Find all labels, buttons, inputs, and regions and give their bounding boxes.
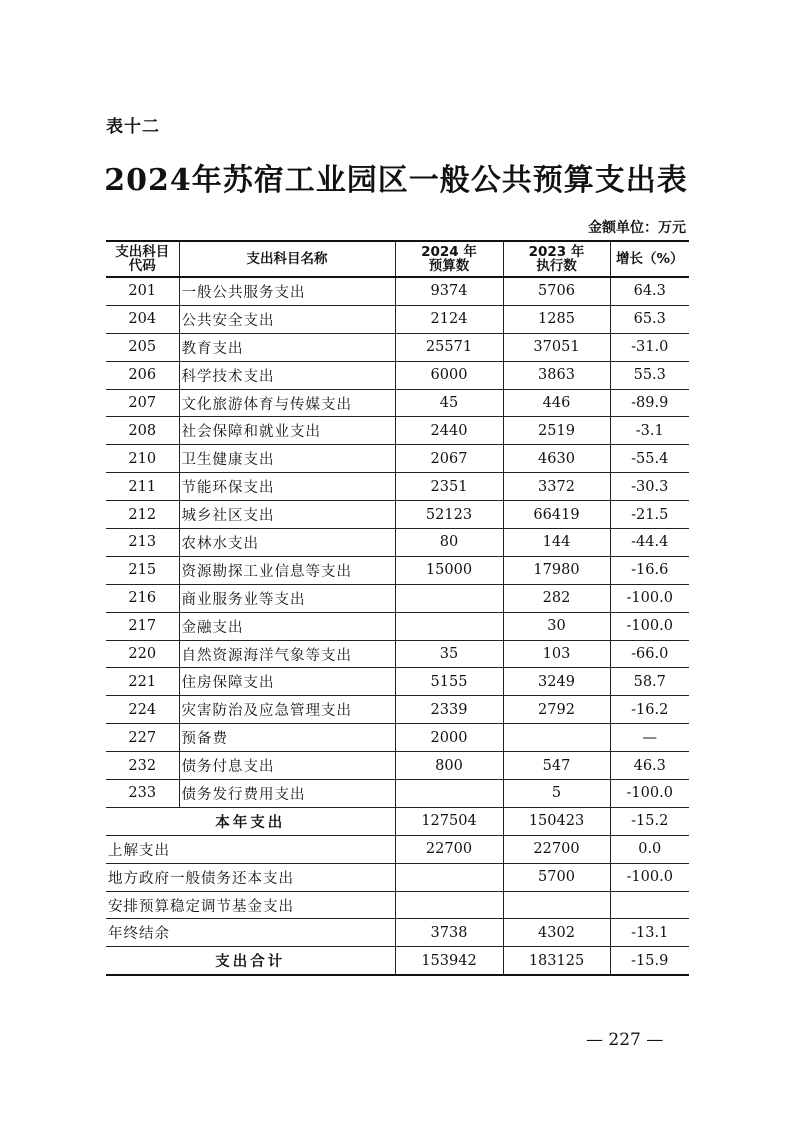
header-growth: 增长（%）	[610, 241, 689, 277]
extra-row-name: 安排预算稳定调节基金支出	[106, 891, 395, 919]
row-actual: 17980	[503, 556, 610, 584]
row-name: 预备费	[179, 724, 395, 752]
header-budget-line1: 2024 年	[421, 244, 477, 260]
row-growth: 58.7	[610, 668, 689, 696]
row-growth: -66.0	[610, 640, 689, 668]
subtotal-label: 本年支出	[106, 807, 395, 835]
page-number: — 227 —	[586, 1030, 664, 1050]
page-title: 2024年苏宿工业园区一般公共预算支出表	[104, 163, 688, 198]
row-code: 224	[106, 696, 179, 724]
header-budget-line2: 预算数	[428, 258, 470, 274]
row-budget: 2067	[395, 445, 503, 473]
row-name: 节能环保支出	[179, 473, 395, 501]
row-code: 211	[106, 473, 179, 501]
row-growth: -21.5	[610, 501, 689, 529]
row-budget: 2124	[395, 305, 503, 333]
row-budget: 25571	[395, 333, 503, 361]
row-actual: 4630	[503, 445, 610, 473]
table-row	[106, 696, 689, 724]
row-budget: 6000	[395, 361, 503, 389]
unit-note: 金额单位：万元	[588, 220, 686, 236]
row-name: 科学技术支出	[179, 361, 395, 389]
extra-row-budget	[395, 863, 503, 891]
extra-row-growth: -100.0	[610, 863, 689, 891]
row-growth: -30.3	[610, 473, 689, 501]
extra-row-name: 年终结余	[106, 919, 395, 947]
row-budget: 15000	[395, 556, 503, 584]
row-code: 220	[106, 640, 179, 668]
row-name: 自然资源海洋气象等支出	[179, 640, 395, 668]
row-actual: 30	[503, 612, 610, 640]
row-code: 233	[106, 780, 179, 808]
table-row	[106, 752, 689, 780]
row-growth: -44.4	[610, 529, 689, 557]
row-budget: 52123	[395, 501, 503, 529]
row-budget	[395, 612, 503, 640]
row-budget: 9374	[395, 277, 503, 305]
row-code: 215	[106, 556, 179, 584]
header-code	[106, 241, 179, 277]
row-name: 教育支出	[179, 333, 395, 361]
row-code: 216	[106, 584, 179, 612]
header-code-line2: 代码	[128, 258, 156, 274]
expenditure-table	[106, 240, 689, 976]
extra-row-actual: 5700	[503, 863, 610, 891]
row-code: 227	[106, 724, 179, 752]
row-growth: -55.4	[610, 445, 689, 473]
row-actual: 3863	[503, 361, 610, 389]
extra-row-actual: 22700	[503, 835, 610, 863]
row-code: 232	[106, 752, 179, 780]
header-actual	[503, 241, 610, 277]
row-actual: 103	[503, 640, 610, 668]
row-budget: 5155	[395, 668, 503, 696]
table-row	[106, 529, 689, 557]
row-budget: 2351	[395, 473, 503, 501]
row-actual: 446	[503, 389, 610, 417]
table-row	[106, 445, 689, 473]
row-code: 217	[106, 612, 179, 640]
subtotal-actual: 150423	[503, 807, 610, 835]
row-actual: 144	[503, 529, 610, 557]
table-row	[106, 724, 689, 752]
row-code: 213	[106, 529, 179, 557]
table-row	[106, 277, 689, 305]
total-actual: 183125	[503, 947, 610, 975]
extra-row-growth: -13.1	[610, 919, 689, 947]
row-growth: -16.6	[610, 556, 689, 584]
row-growth: -100.0	[610, 780, 689, 808]
extra-row-actual: 4302	[503, 919, 610, 947]
total-budget: 153942	[395, 947, 503, 975]
row-actual: 547	[503, 752, 610, 780]
row-actual: 66419	[503, 501, 610, 529]
extra-row-actual	[503, 891, 610, 919]
extra-row-growth	[610, 891, 689, 919]
table-row	[106, 612, 689, 640]
row-growth: 55.3	[610, 361, 689, 389]
extra-row	[106, 835, 689, 863]
extra-row-budget: 3738	[395, 919, 503, 947]
header-actual-line2: 执行数	[536, 258, 577, 274]
table-row	[106, 780, 689, 808]
header-budget	[395, 241, 503, 277]
row-growth: —	[610, 724, 689, 752]
header-name: 支出科目名称	[179, 241, 395, 277]
subtotal-row	[106, 807, 689, 835]
table-row	[106, 584, 689, 612]
header-code-line1: 支出科目	[115, 244, 170, 260]
extra-row-budget: 22700	[395, 835, 503, 863]
subtotal-budget: 127504	[395, 807, 503, 835]
row-budget	[395, 584, 503, 612]
row-budget: 45	[395, 389, 503, 417]
row-growth: -100.0	[610, 612, 689, 640]
row-name: 公共安全支出	[179, 305, 395, 333]
table-row	[106, 389, 689, 417]
extra-row	[106, 863, 689, 891]
row-name: 住房保障支出	[179, 668, 395, 696]
row-growth: 65.3	[610, 305, 689, 333]
row-growth: -16.2	[610, 696, 689, 724]
row-name: 商业服务业等支出	[179, 584, 395, 612]
table-row	[106, 501, 689, 529]
row-name: 金融支出	[179, 612, 395, 640]
row-actual: 2519	[503, 417, 610, 445]
extra-row-name: 地方政府一般债务还本支出	[106, 863, 395, 891]
row-growth: -31.0	[610, 333, 689, 361]
extra-row-growth: 0.0	[610, 835, 689, 863]
row-actual: 37051	[503, 333, 610, 361]
row-name: 资源勘探工业信息等支出	[179, 556, 395, 584]
row-name: 债务付息支出	[179, 752, 395, 780]
table-row	[106, 333, 689, 361]
table-header-row	[106, 241, 689, 277]
row-actual: 5	[503, 780, 610, 808]
row-budget	[395, 780, 503, 808]
extra-row-name: 上解支出	[106, 835, 395, 863]
extra-row	[106, 919, 689, 947]
total-growth: -15.9	[610, 947, 689, 975]
row-name: 城乡社区支出	[179, 501, 395, 529]
row-actual: 2792	[503, 696, 610, 724]
row-actual: 3249	[503, 668, 610, 696]
row-actual: 3372	[503, 473, 610, 501]
row-name: 农林水支出	[179, 529, 395, 557]
row-code: 208	[106, 417, 179, 445]
total-row	[106, 947, 689, 975]
total-label: 支出合计	[106, 947, 395, 975]
row-name: 债务发行费用支出	[179, 780, 395, 808]
row-budget: 80	[395, 529, 503, 557]
row-name: 卫生健康支出	[179, 445, 395, 473]
row-name: 一般公共服务支出	[179, 277, 395, 305]
table-body	[106, 277, 689, 975]
row-code: 205	[106, 333, 179, 361]
row-actual	[503, 724, 610, 752]
row-code: 221	[106, 668, 179, 696]
extra-row-budget	[395, 891, 503, 919]
table-row	[106, 640, 689, 668]
table-row	[106, 417, 689, 445]
row-code: 212	[106, 501, 179, 529]
table-row	[106, 305, 689, 333]
row-code: 201	[106, 277, 179, 305]
row-budget: 2339	[395, 696, 503, 724]
row-actual: 5706	[503, 277, 610, 305]
row-code: 210	[106, 445, 179, 473]
table-row	[106, 556, 689, 584]
row-actual: 1285	[503, 305, 610, 333]
table-label: 表十二	[106, 117, 160, 137]
row-growth: -3.1	[610, 417, 689, 445]
row-growth: -100.0	[610, 584, 689, 612]
row-name: 社会保障和就业支出	[179, 417, 395, 445]
row-budget: 800	[395, 752, 503, 780]
row-budget: 2000	[395, 724, 503, 752]
header-actual-line1: 2023 年	[528, 244, 585, 260]
row-code: 204	[106, 305, 179, 333]
row-growth: 46.3	[610, 752, 689, 780]
row-code: 207	[106, 389, 179, 417]
subtotal-growth: -15.2	[610, 807, 689, 835]
table-row	[106, 668, 689, 696]
row-budget: 35	[395, 640, 503, 668]
table-row	[106, 473, 689, 501]
row-budget: 2440	[395, 417, 503, 445]
row-name: 灾害防治及应急管理支出	[179, 696, 395, 724]
extra-row	[106, 891, 689, 919]
row-growth: -89.9	[610, 389, 689, 417]
row-name: 文化旅游体育与传媒支出	[179, 389, 395, 417]
row-code: 206	[106, 361, 179, 389]
row-actual: 282	[503, 584, 610, 612]
table-row	[106, 361, 689, 389]
row-growth: 64.3	[610, 277, 689, 305]
